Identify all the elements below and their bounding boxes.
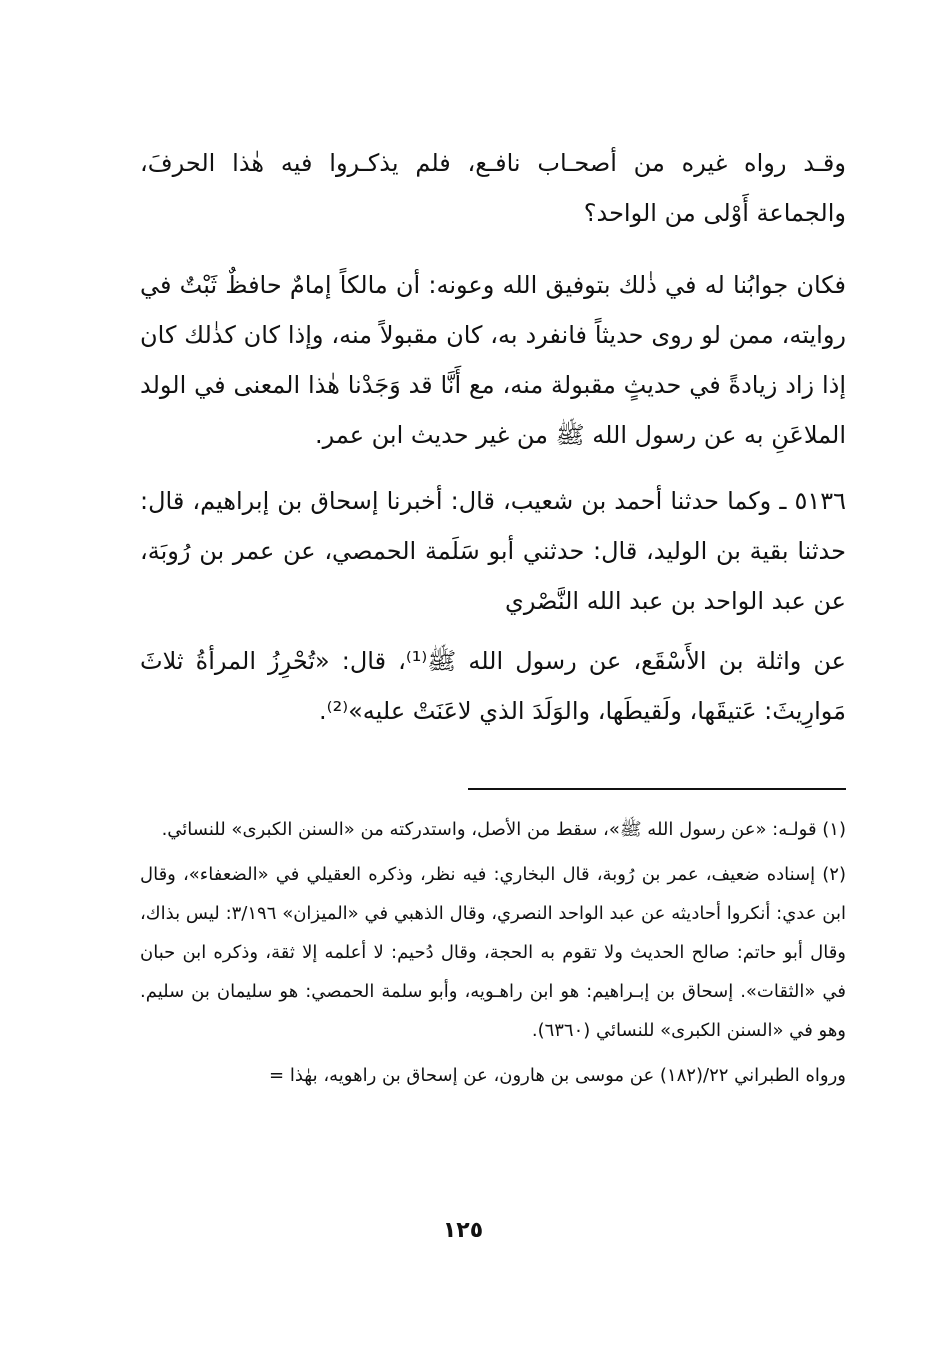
page-number: ١٢٥: [442, 1218, 484, 1243]
paragraph-3: ٥١٣٦ ـ وكما حدثنا أحمد بن شعيب، قال: أخبرنا إسحاق بن إبراهيم، قال: حدثنا بقية بن الوليد، قال: حدثني أبو سَلَمة الحمصي، عن عمر بن رُوبَة، عن عبد الواحد بن عبد الله النَّصْري: [140, 487, 846, 615]
footnote-1: (١) قولـه: «عن رسول الله ﷺ»، سقط من الأصل، واستدركته من «السنن الكبرى» للنسائي.: [161, 819, 846, 840]
paragraph-1: وقـد رواه غيره من أصحـاب نافـع، فلم يذكـروا فيه هٰذا الحرفَ، والجماعة أَوْلى من الواحد؟: [140, 149, 846, 227]
footnote-continuation: ورواه الطبراني ٢٢/(١٨٢) عن موسى بن هارون، عن إسحاق بن راهويه، بهٰذا =: [269, 1065, 846, 1086]
footnote-2: (٢) إسناده ضعيف، عمر بن رُوبة، قال البخاري: فيه نظر، وذكره العقيلي في «الضعفاء»، وقال ابن عدي: أنكروا أحاديثه عن عبد الواحد النصري، وقال الذهبي في «الميزان» ٣/١٩٦: ليس بذاك، وقال أبو حاتم: صالح الحديث ولا تقوم به الحجة، وقال دُحيم: لا أعلمه إلا ثقة، وذكره ابن حبان في «الثقات». إسحاق بن إبـراهيم: هو ابن راهـويه، وأبو سلمة الحمصي: هو سليمان بن سليم. وهو في «السنن الكبرى» للنسائي (٦٣٦٠).: [140, 864, 846, 1041]
paragraph-4: عن واثلة بن الأَسْقَع، عن رسول الله ﷺ⁽¹⁾، قال: «تُحْرِزُ المرأةُ ثلاثَ مَوارِيثَ: عَتيقَها، ولَقيطَها، والوَلَدَ الذي لاعَنَتْ عليه»⁽²⁾.: [140, 647, 846, 725]
footnote-divider: [468, 788, 846, 790]
paragraph-2: فكان جوابُنا له في ذٰلك بتوفيق الله وعونه: أن مالكاً إمامٌ حافظٌ ثَبْتٌ في روايته، ممن لو روى حديثاً فانفرد به، كان مقبولاً منه، وإذا كان كذٰلك كان إذا زاد زيادةً في حديثٍ مقبولة منه، مع أَنَّا قد وَجَدْنا هٰذا المعنى في الولد الملاعَنِ به عن رسول الله ﷺ من غير حديث ابن عمر.: [140, 271, 846, 449]
main-text: [140, 138, 846, 736]
footnotes: [140, 810, 846, 1095]
